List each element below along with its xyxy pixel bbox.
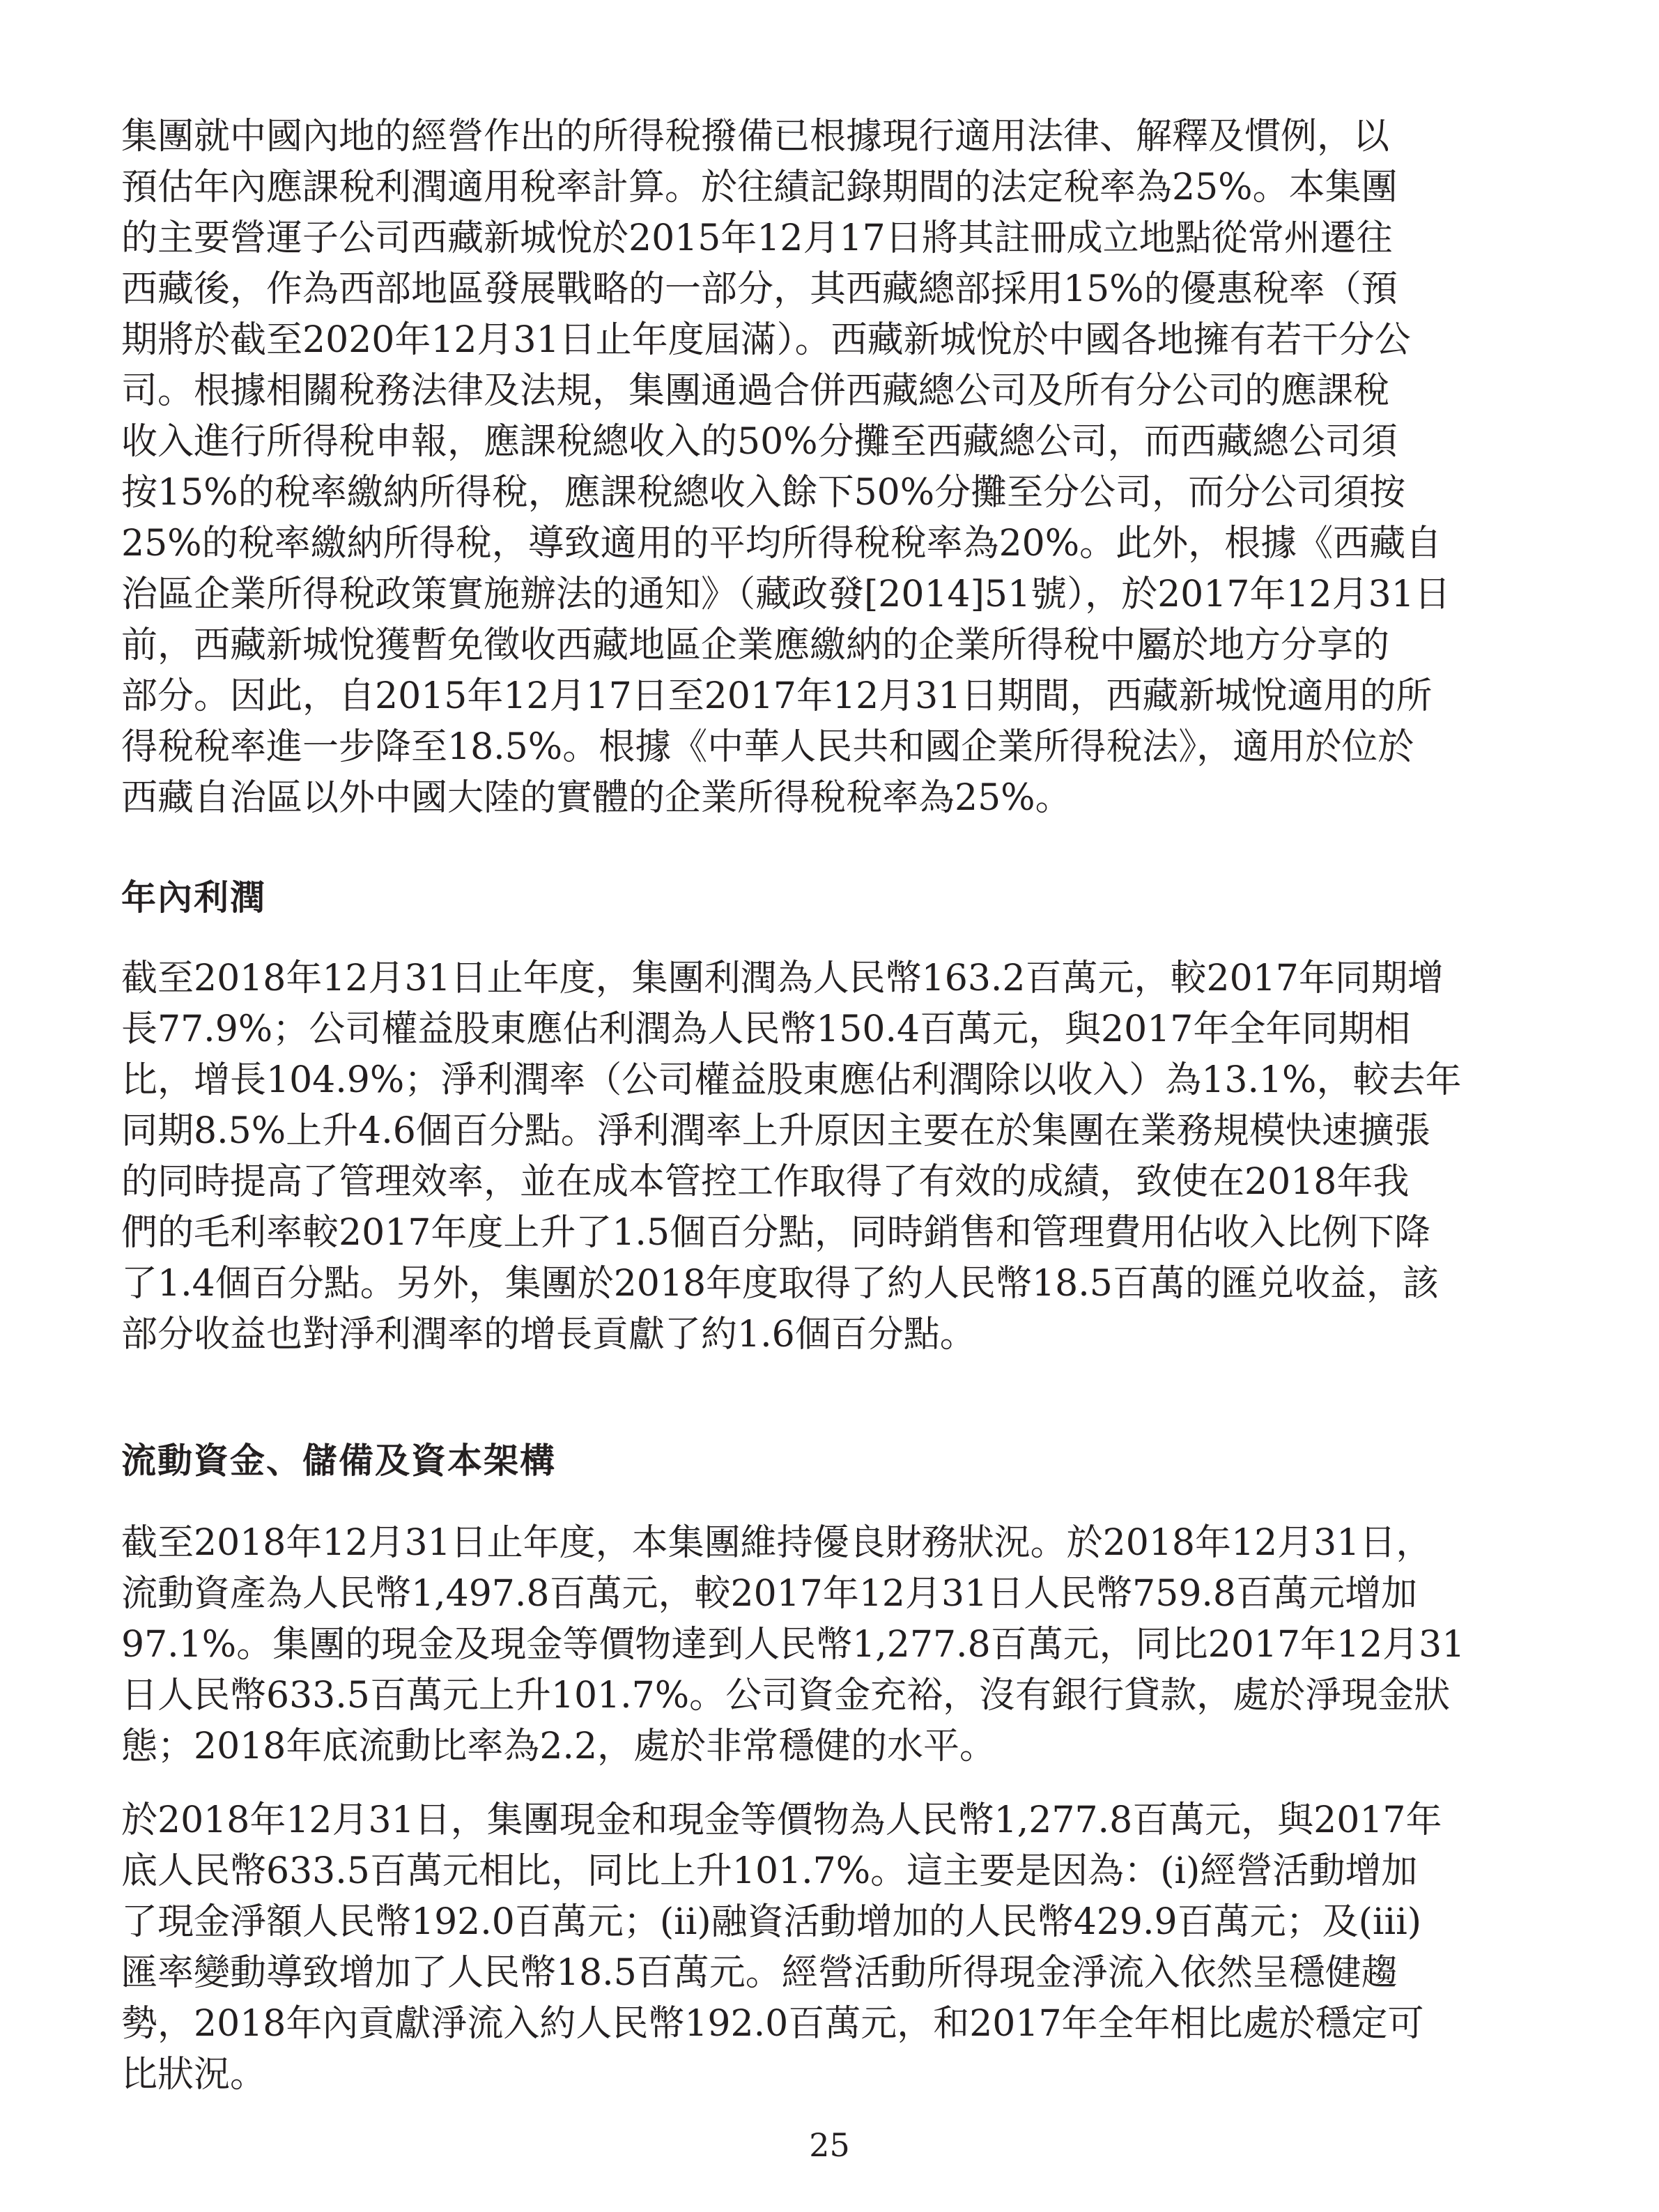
text-line: 預估年內應課稅利潤適用稅率計算。於往績記錄期間的法定稅率為25%。本集團 bbox=[121, 167, 1398, 208]
text-line: 截至2018年12月31日止年度，集團利潤為人民幣163.2百萬元，較2017年同期增 bbox=[121, 958, 1444, 999]
text-line: 部分收益也對淨利潤率的增長貢獻了約1.6個百分點。 bbox=[121, 1314, 976, 1355]
text-line: 97.1%。集團的現金及現金等價物達到人民幣1,277.8百萬元，同比2017年12月31 bbox=[121, 1624, 1465, 1666]
text-line: 比，增長104.9%；淨利潤率（公司權益股東應佔利潤除以收入）為13.1%，較去年 bbox=[121, 1059, 1462, 1101]
paragraph-cash bbox=[121, 1795, 1442, 2100]
text-line: 了1.4個百分點。另外，集團於2018年度取得了約人民幣18.5百萬的匯兑收益，該 bbox=[121, 1263, 1439, 1305]
text-line: 西藏後，作為西部地區發展戰略的一部分，其西藏總部採用15%的優惠稅率（預 bbox=[121, 268, 1398, 310]
paragraph-income-tax bbox=[121, 112, 1451, 824]
text-line: 期將於截至2020年12月31日止年度屆滿）。西藏新城悅於中國各地擁有若干分公 bbox=[121, 319, 1411, 361]
text-line: 25%的稅率繳納所得稅，導致適用的平均所得稅稅率為20%。此外，根據《西藏自 bbox=[121, 523, 1442, 564]
section-heading-liquidity: 流動資金、儲備及資本架構 bbox=[121, 1441, 556, 1481]
text-line: 匯率變動導致增加了人民幣18.5百萬元。經營活動所得現金淨流入依然呈穩健趨 bbox=[121, 1952, 1398, 1994]
text-line: 收入進行所得稅申報，應課稅總收入的50%分攤至西藏總公司，而西藏總公司須 bbox=[121, 421, 1398, 463]
text-line: 底人民幣633.5百萬元相比，同比上升101.7%。這主要是因為：(i)經營活動增加 bbox=[121, 1850, 1418, 1892]
text-line: 的同時提高了管理效率，並在成本管控工作取得了有效的成績，致使在2018年我 bbox=[121, 1161, 1410, 1203]
text-line: 部分。因此，自2015年12月17日至2017年12月31日期間，西藏新城悅適用的所 bbox=[121, 675, 1433, 717]
text-line: 集團就中國內地的經營作出的所得稅撥備已根據現行適用法律、解釋及慣例，以 bbox=[121, 116, 1390, 158]
text-line: 於2018年12月31日，集團現金和現金等價物為人民幣1,277.8百萬元，與2017年 bbox=[121, 1799, 1442, 1841]
text-line: 同期8.5%上升4.6個百分點。淨利潤率上升原因主要在於集團在業務規模快速擴張 bbox=[121, 1110, 1430, 1152]
section-heading-profit: 年內利潤 bbox=[121, 877, 266, 918]
text-line: 得稅稅率進一步降至18.5%。根據《中華人民共和國企業所得稅法》，適用於位於 bbox=[121, 726, 1414, 768]
text-line: 了現金淨額人民幣192.0百萬元；(ii)融資活動增加的人民幣429.9百萬元；及(iii) bbox=[121, 1901, 1422, 1943]
text-line: 截至2018年12月31日止年度，本集團維持優良財務狀況。於2018年12月31日， bbox=[121, 1522, 1433, 1564]
page-number: 25 bbox=[809, 2126, 850, 2164]
text-line: 態；2018年底流動比率為2.2，處於非常穩健的水平。 bbox=[121, 1726, 996, 1767]
text-line: 治區企業所得稅政策實施辦法的通知》（藏政發[2014]51號），於2017年12月31日 bbox=[121, 574, 1451, 615]
text-line: 們的毛利率較2017年度上升了1.5個百分點，同時銷售和管理費用佔收入比例下降 bbox=[121, 1212, 1431, 1254]
text-line: 按15%的稅率繳納所得稅，應課稅總收入餘下50%分攤至分公司，而分公司須按 bbox=[121, 472, 1406, 514]
text-line: 長77.9%；公司權益股東應佔利潤為人民幣150.4百萬元，與2017年全年同期相 bbox=[121, 1008, 1411, 1050]
text-line: 的主要營運子公司西藏新城悅於2015年12月17日將其註冊成立地點從常州遷往 bbox=[121, 217, 1393, 259]
text-line: 比狀況。 bbox=[121, 2054, 267, 2096]
text-line: 西藏自治區以外中國大陸的實體的企業所得稅稅率為25%。 bbox=[121, 777, 1072, 819]
text-line: 流動資產為人民幣1,497.8百萬元，較2017年12月31日人民幣759.8百萬元增加 bbox=[121, 1573, 1418, 1615]
text-line: 司。根據相關稅務法律及法規，集團通過合併西藏總公司及所有分公司的應課稅 bbox=[121, 370, 1390, 412]
text-line: 前，西藏新城悅獲暫免徵收西藏地區企業應繳納的企業所得稅中屬於地方分享的 bbox=[121, 624, 1390, 666]
paragraph-liquidity bbox=[121, 1518, 1465, 1772]
text-line: 勢，2018年內貢獻淨流入約人民幣192.0百萬元，和2017年全年相比處於穩定可 bbox=[121, 2003, 1424, 2045]
paragraph-profit bbox=[121, 953, 1461, 1360]
text-line: 日人民幣633.5百萬元上升101.7%。公司資金充裕，沒有銀行貸款，處於淨現金狀 bbox=[121, 1675, 1451, 1716]
